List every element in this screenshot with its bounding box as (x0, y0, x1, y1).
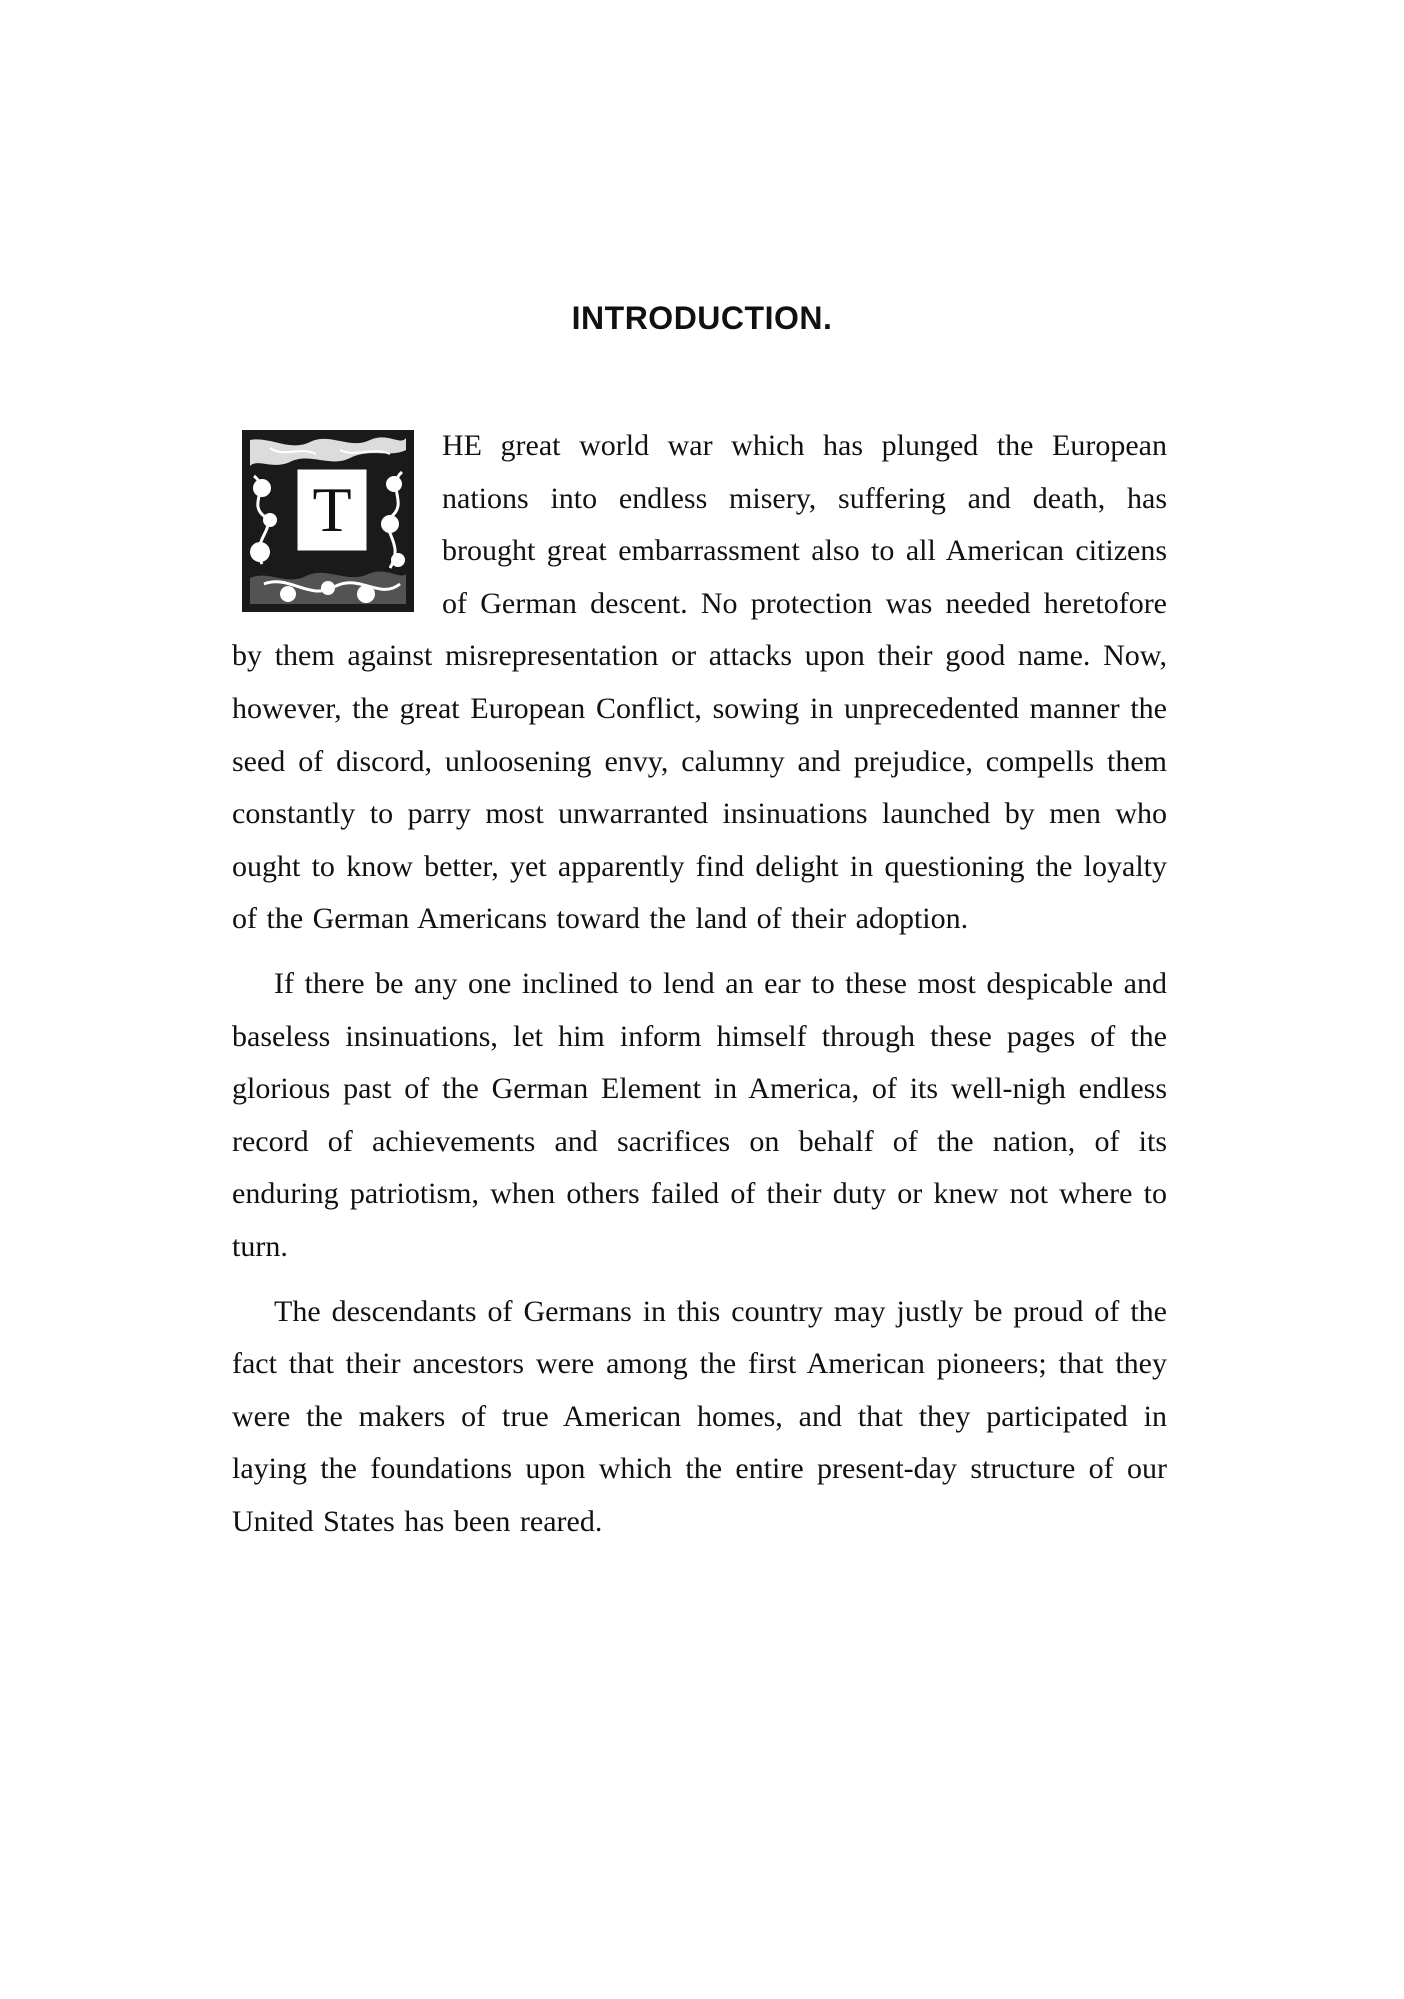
introduction-text (232, 420, 1167, 1548)
paragraph-2: If there be any one inclined to lend an ear to these most despicable and baseless insinuations, let him inform himself through these pages of the glorious past of the German Element in America, of its well-nigh endless record of achievements and sacrifices on behalf of the nation, of its enduring patriotism, when others failed of their duty or knew not where to turn. (232, 966, 1167, 1263)
paragraph-3: The descendants of Germans in this country may justly be proud of the fact that their ancestors were among the first American pioneers; that they were the makers of true American homes, and that they participated in laying the foundations upon which the entire present-day structure of our United States has been reared. (232, 1294, 1167, 1538)
paragraph-1 (232, 420, 1167, 946)
ornamental-dropcap (240, 428, 416, 614)
vine-ornament-icon (240, 428, 416, 614)
paragraph-1-text: HE great world war which has plunged the European nations into endless misery, suffering and death, has brought great embarrassment also to all American citizens of German descent. No protection was needed heretofore by them against misrepresentation or attacks upon their good name. Now, however, the great European Conflict, sowing in unprecedented manner the seed of discord, unloosening envy, calumny and prejudice, compells them constantly to parry most unwarranted insinuations launched by men who ought to know better, yet apparently find delight in questioning the loyalty of the German Americans toward the land of their adoption. (232, 429, 1167, 936)
dropcap-letter: T (312, 474, 352, 545)
page-title: INTRODUCTION. (571, 300, 833, 336)
